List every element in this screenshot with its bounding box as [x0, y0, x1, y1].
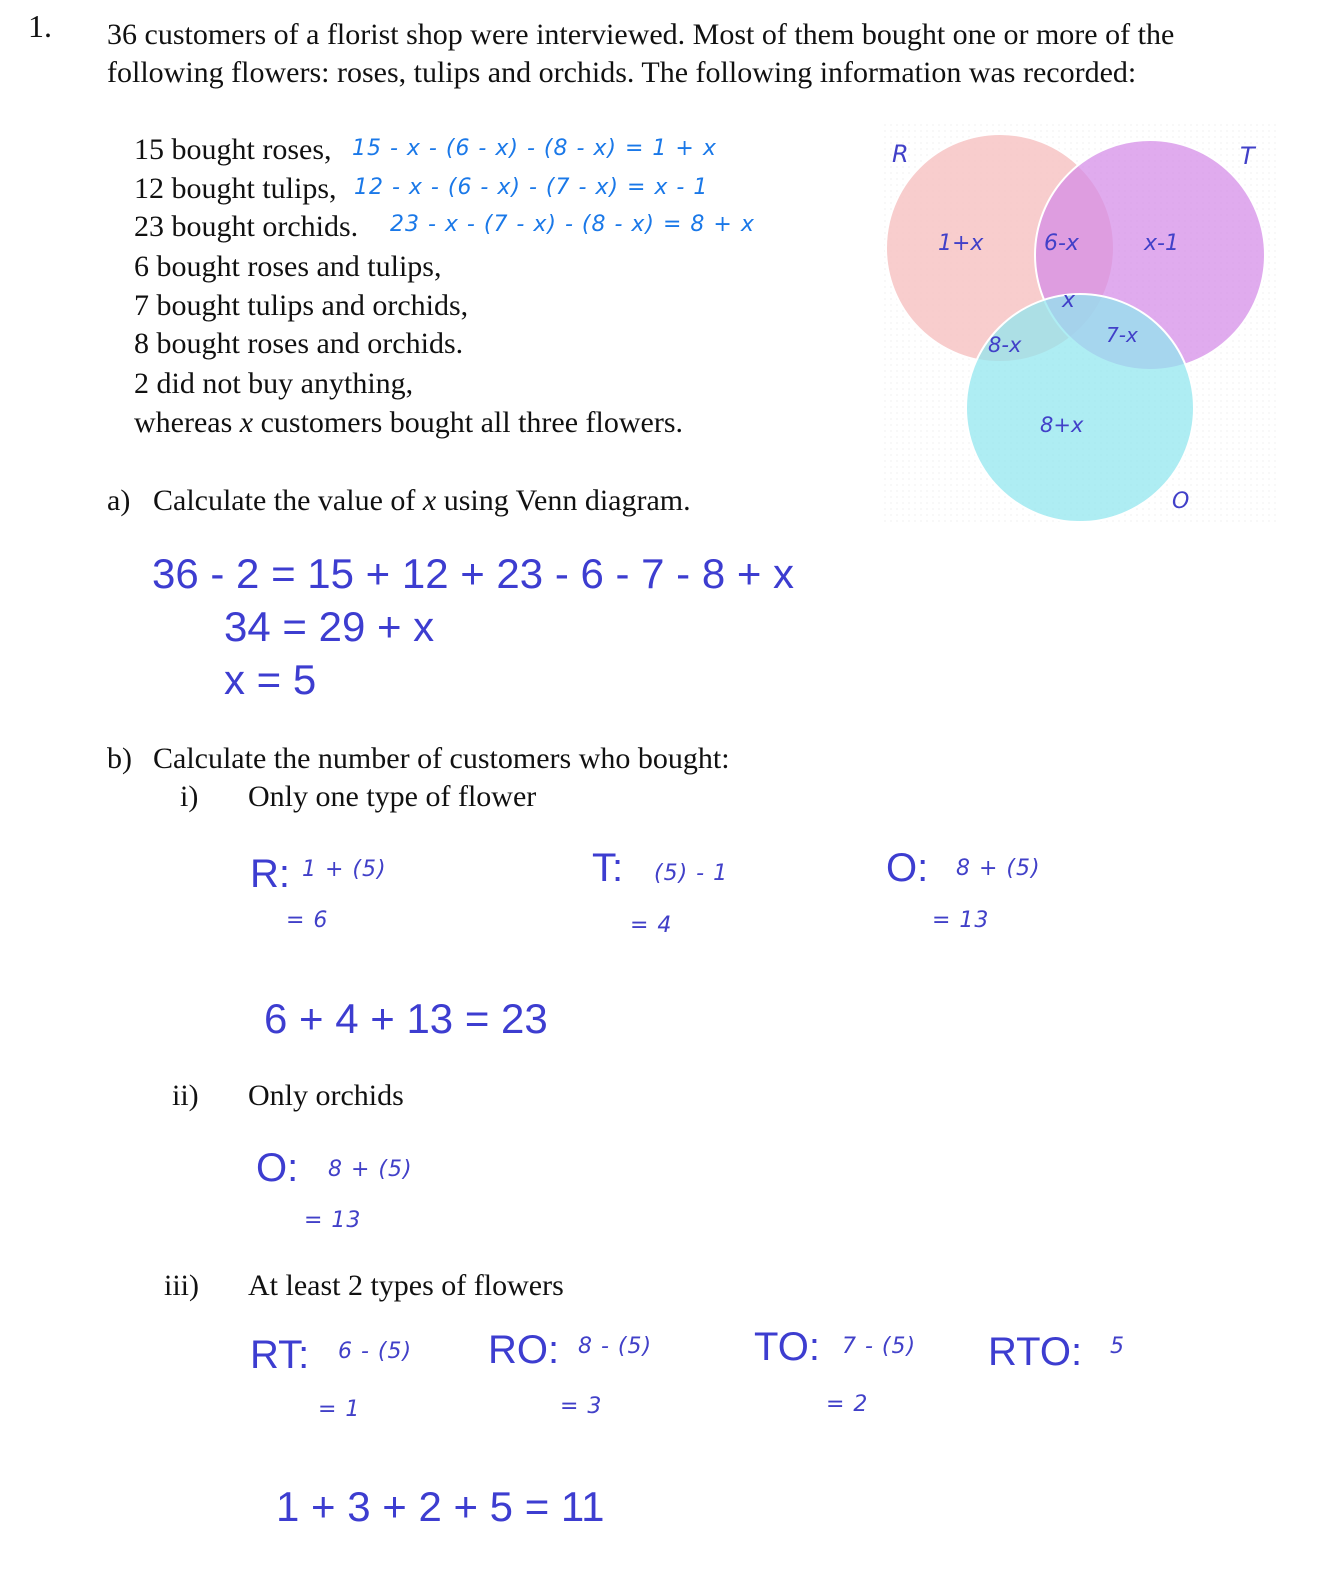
part-b-label: b): [107, 742, 132, 775]
venn-region-center: x: [1062, 288, 1076, 313]
part-b-iii-rt-expr: 6 - (5): [338, 1339, 413, 1364]
part-b-i-sum: 6 + 4 + 13 = 23: [264, 995, 548, 1042]
question-intro-line-2: following flowers: roses, tulips and orchids. The following information was recorded:: [107, 56, 1137, 89]
venn-region-ro: 8-x: [988, 333, 1022, 357]
part-b-i-r-result: = 6: [286, 908, 329, 933]
venn-circle-orchids: [966, 294, 1194, 522]
venn-region-o-only: 8+x: [1040, 413, 1084, 437]
fact-roses-note: 15 - x - (6 - x) - (8 - x) = 1 + x: [352, 136, 717, 161]
venn-region-t-only: x-1: [1144, 231, 1179, 256]
part-b-iii-rto-label: RTO:: [988, 1330, 1083, 1374]
venn-label-r: R: [892, 140, 909, 168]
part-b-iii-to-label: TO:: [754, 1325, 820, 1369]
part-b-iii-sum: 1 + 3 + 2 + 5 = 11: [276, 1483, 605, 1530]
part-b-ii-label: ii): [172, 1079, 199, 1112]
fact-orchids-note: 23 - x - (7 - x) - (8 - x) = 8 + x: [390, 212, 755, 237]
question-intro-line-1: 36 customers of a florist shop were interviewed. Most of them bought one or more of the: [107, 18, 1175, 51]
part-b-iii-rt-label: RT:: [250, 1333, 310, 1377]
fact-all-three-var: x: [239, 406, 254, 439]
part-b-i-o-expr: 8 + (5): [956, 856, 1041, 881]
part-b-iii-rto-expr: 5: [1110, 1334, 1125, 1359]
part-b-i-r-label: R:: [250, 852, 290, 896]
part-b-iii-ro-label: RO:: [488, 1328, 560, 1372]
part-a-work-line-1: 36 - 2 = 15 + 12 + 23 - 6 - 7 - 8 + x: [152, 550, 795, 597]
question-number: 1.: [28, 8, 52, 44]
part-b-i-t-expr: (5) - 1: [654, 861, 729, 886]
venn-label-o: O: [1172, 489, 1190, 514]
fact-tulips: 12 bought tulips,: [134, 172, 337, 205]
part-a-work-line-3: x = 5: [224, 656, 317, 703]
part-a-prompt-var: x: [422, 484, 437, 517]
venn-region-to: 7-x: [1106, 323, 1138, 347]
venn-label-t: T: [1240, 142, 1255, 170]
fact-tulips-orchids: 7 bought tulips and orchids,: [134, 289, 469, 322]
part-b-ii-o-result: = 13: [304, 1208, 362, 1233]
part-b-i-t-result: = 4: [630, 913, 673, 938]
fact-none: 2 did not buy anything,: [134, 367, 414, 400]
fact-roses-orchids: 8 bought roses and orchids.: [134, 327, 464, 360]
part-b-iii-to-result: = 2: [826, 1392, 869, 1417]
fact-all-three-pre: whereas: [134, 406, 240, 439]
fact-roses-tulips: 6 bought roses and tulips,: [134, 250, 442, 283]
part-b-ii-o-expr: 8 + (5): [328, 1157, 413, 1182]
part-a-prompt-pre: Calculate the value of: [153, 484, 423, 517]
part-b-ii-o-label: O:: [256, 1146, 299, 1190]
fact-roses: 15 bought roses,: [134, 133, 332, 166]
fact-all-three-post: customers bought all three flowers.: [253, 406, 683, 439]
fact-all-three: [134, 406, 683, 440]
part-a-label: a): [107, 484, 131, 517]
part-b-iii-ro-expr: 8 - (5): [578, 1334, 653, 1359]
venn-region-rt: 6-x: [1044, 231, 1079, 256]
part-b-prompt: Calculate the number of customers who bought:: [153, 742, 730, 775]
part-b-iii-to-expr: 7 - (5): [842, 1334, 917, 1359]
venn-region-r-only: 1+x: [938, 231, 984, 256]
part-b-iii-ro-result: = 3: [560, 1394, 603, 1419]
part-b-i-r-expr: 1 + (5): [302, 857, 387, 882]
part-b-i-o-result: = 13: [932, 908, 990, 933]
fact-orchids: 23 bought orchids.: [134, 210, 359, 243]
part-b-ii-prompt: Only orchids: [248, 1079, 404, 1112]
part-b-iii-prompt: At least 2 types of flowers: [248, 1269, 564, 1302]
part-b-i-o-label: O:: [886, 846, 929, 890]
part-b-iii-rt-result: = 1: [318, 1397, 361, 1422]
part-b-iii-label: iii): [164, 1269, 199, 1302]
part-a-prompt-post: using Venn diagram.: [436, 484, 691, 517]
part-b-i-prompt: Only one type of flower: [248, 780, 537, 813]
part-a-prompt: [153, 484, 691, 518]
part-a-work-line-2: 34 = 29 + x: [224, 603, 435, 650]
fact-tulips-note: 12 - x - (6 - x) - (7 - x) = x - 1: [354, 175, 709, 200]
part-b-i-label: i): [180, 780, 199, 813]
part-b-i-t-label: T:: [592, 846, 624, 890]
venn-diagram: [884, 124, 1276, 524]
